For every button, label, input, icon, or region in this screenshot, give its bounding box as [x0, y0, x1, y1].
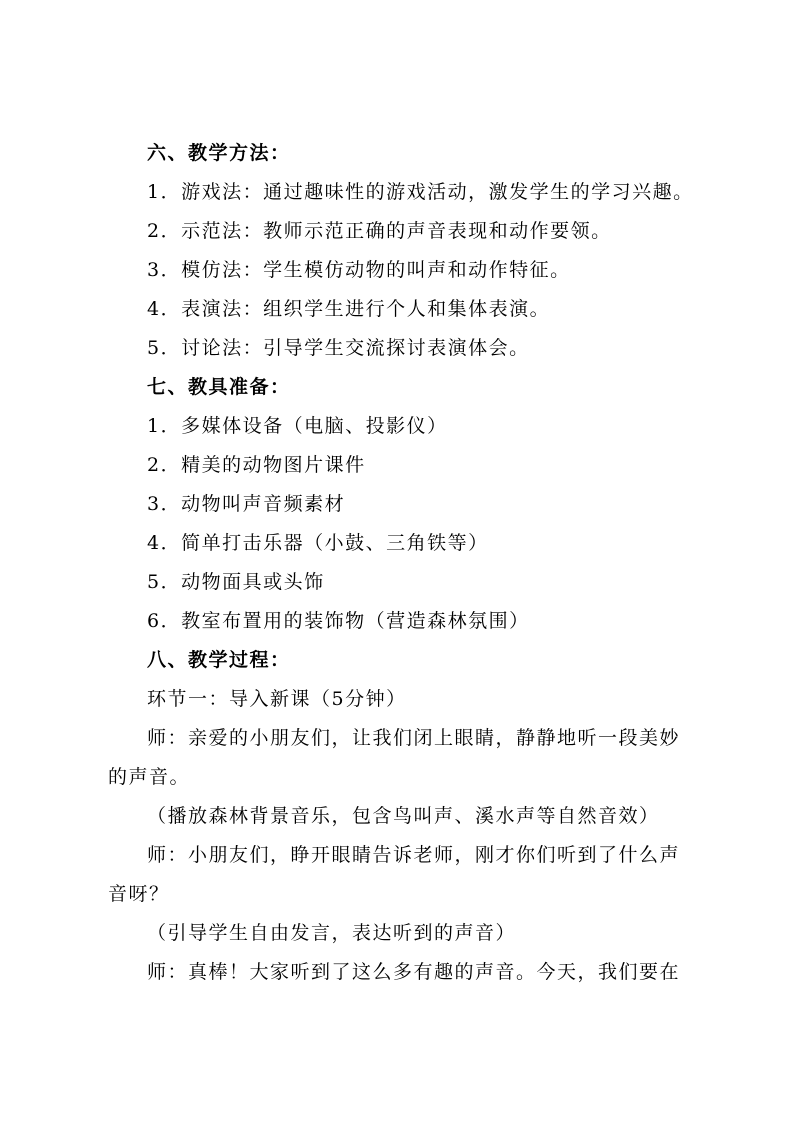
- list-item: 4．简单打击乐器（小鼓、三角铁等）: [147, 532, 489, 554]
- list-item: 3．动物叫声音频素材: [147, 493, 346, 515]
- list-item: 5．动物面具或头饰: [147, 571, 325, 593]
- list-item: 4．表演法：组织学生进行个人和集体表演。: [147, 298, 551, 320]
- stage-note: （引导学生自由发言，表达听到的声音）: [147, 922, 517, 944]
- section-heading-methods: 六、教学方法：: [147, 142, 291, 164]
- list-item: 5．讨论法：引导学生交流探讨表演体会。: [147, 337, 530, 359]
- list-item: 6．教室布置用的装饰物（营造森林氛围）: [147, 610, 530, 632]
- paragraph-line: 音呀？: [108, 883, 170, 905]
- section-heading-process: 八、教学过程：: [147, 649, 291, 671]
- list-item: 1．游戏法：通过趣味性的游戏活动，激发学生的学习兴趣。: [147, 181, 694, 203]
- paragraph-line: 师：亲爱的小朋友们，让我们闭上眼睛，静静地听一段美妙: [147, 727, 681, 749]
- stage-note: （播放森林背景音乐，包含鸟叫声、溪水声等自然音效）: [147, 805, 660, 827]
- paragraph-line: 师：真棒！大家听到了这么多有趣的声音。今天，我们要在: [147, 961, 681, 983]
- list-item: 1．多媒体设备（电脑、投影仪）: [147, 415, 448, 437]
- step-title: 环节一：导入新课（5分钟）: [147, 688, 407, 710]
- list-item: 2．示范法：教师示范正确的声音表现和动作要领。: [147, 220, 612, 242]
- section-heading-tools: 七、教具准备：: [147, 376, 291, 398]
- paragraph-line: 的声音。: [108, 766, 191, 788]
- list-item: 3．模仿法：学生模仿动物的叫声和动作特征。: [147, 259, 571, 281]
- list-item: 2．精美的动物图片课件: [147, 454, 366, 476]
- paragraph-line: 师：小朋友们，睁开眼睛告诉老师，刚才你们听到了什么声: [147, 844, 681, 866]
